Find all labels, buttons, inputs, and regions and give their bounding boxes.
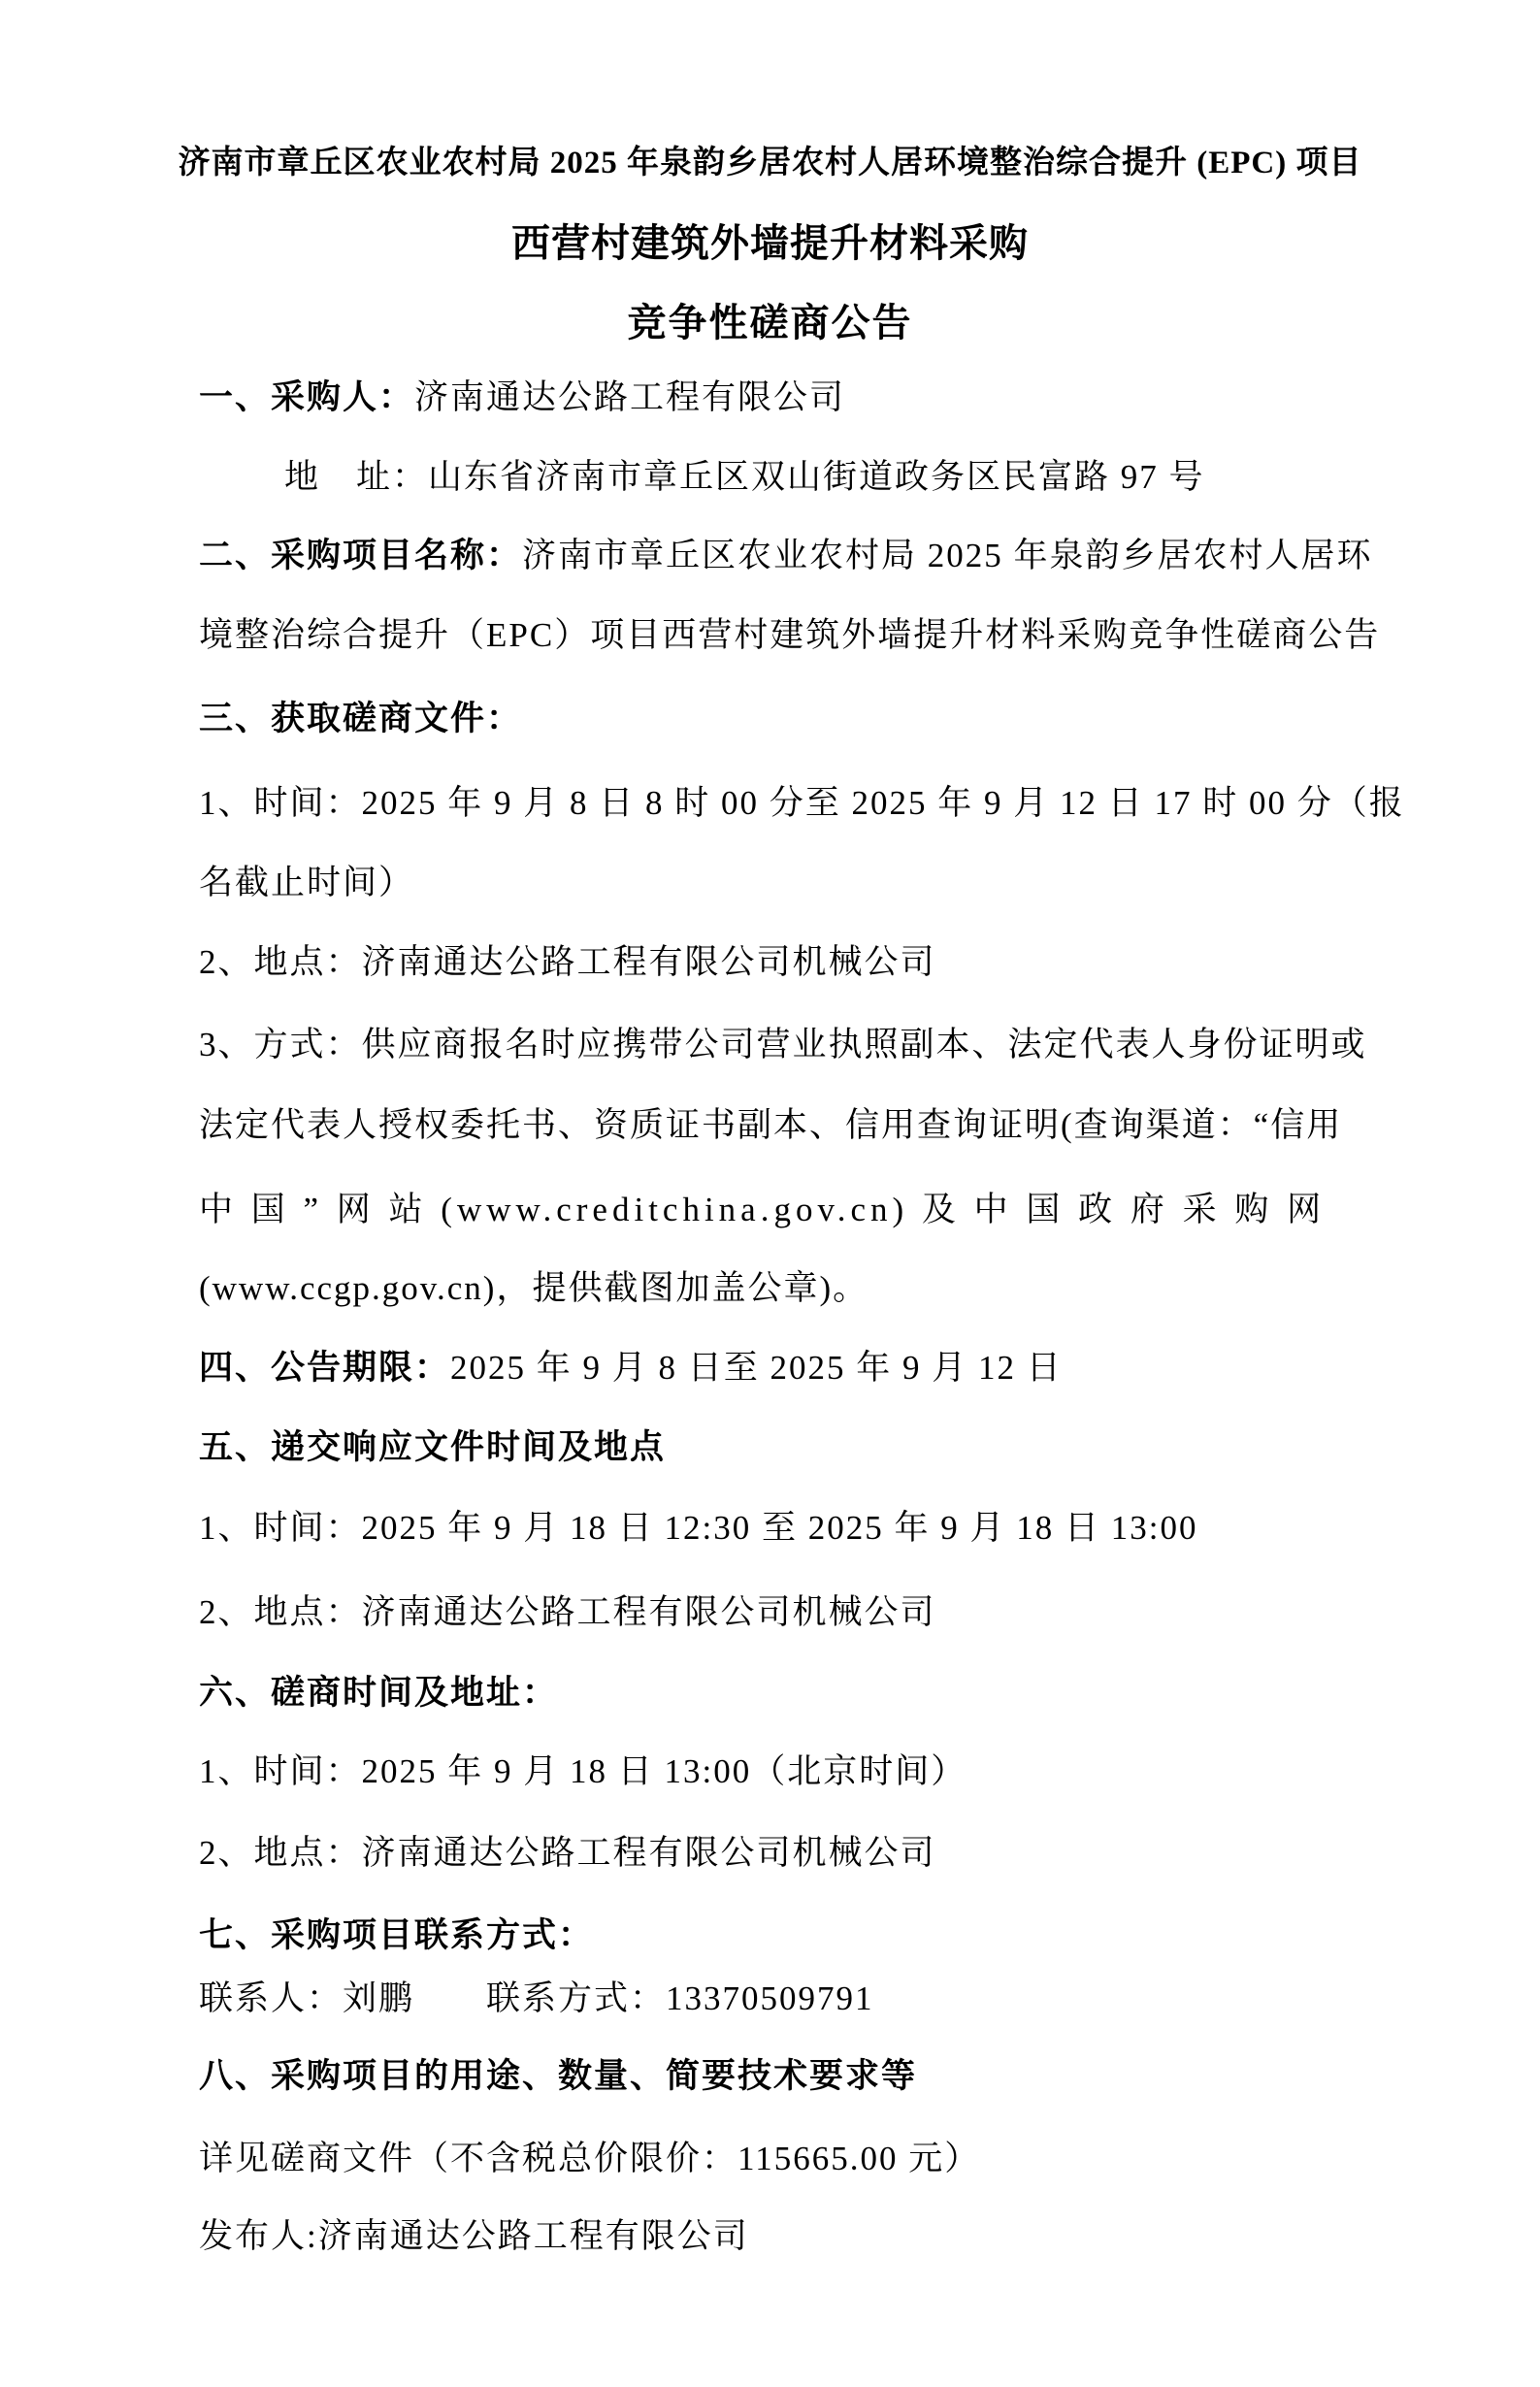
line-negotiation-time: [199, 1750, 967, 1792]
line-submission-location: [199, 1591, 936, 1633]
obtain-location-text: 2、地点：济南通达公路工程有限公司机械公司: [199, 943, 936, 981]
line-section-contact: [199, 1914, 594, 1956]
obtain-method-text-part1: 3、方式：供应商报名时应携带公司营业执照副本、法定代表人身份证明或: [199, 1026, 1367, 1063]
submission-time-text: 1、时间：2025 年 9 月 18 日 12:30 至 2025 年 9 月 18 日 13:00: [199, 1509, 1198, 1547]
line-project-name-part1: [199, 535, 1373, 576]
line-obtain-method-part4: [199, 1267, 868, 1309]
doc-title-line2: 西营村建筑外墙提升材料采购: [511, 221, 1029, 265]
line-section-requirements: [199, 2055, 917, 2097]
obtain-method-text-part4: (www.ccgp.gov.cn)，提供截图加盖公章)。: [199, 1269, 869, 1307]
line-requirements-detail: [199, 2138, 980, 2179]
line-section-negotiation: [199, 1672, 558, 1714]
requirements-detail-text: 详见磋商文件（不含税总价限价：115665.00 元）: [199, 2140, 981, 2177]
line-obtain-time-part2: [199, 862, 414, 903]
project-name-value-part2: 境整治综合提升（EPC）项目西营村建筑外墙提升材料采购竞争性磋商公告: [199, 616, 1381, 654]
doc-title-line3: 竞争性磋商公告: [627, 301, 913, 344]
line-obtain-time-part1: [199, 782, 1405, 824]
obtain-method-text-part2: 法定代表人授权委托书、资质证书副本、信用查询证明(查询渠道：“信用: [199, 1106, 1343, 1144]
contact-person-text: 联系人：刘鹏 联系方式：13370509791: [199, 1979, 874, 2017]
submission-location-text: 2、地点：济南通达公路工程有限公司机械公司: [199, 1593, 936, 1631]
section-negotiation-heading: 六、磋商时间及地址：: [199, 1674, 559, 1712]
line-contact-person: [199, 1978, 874, 2019]
line-section-obtain-documents: [199, 698, 522, 739]
doc-title-line1: 济南市章丘区农业农村局 2025 年泉韵乡居农村人居环境整治综合提升 (EPC) 项目: [178, 146, 1362, 180]
line-section-submission: [199, 1426, 666, 1468]
obtain-time-text-part2: 名截止时间）: [199, 864, 415, 901]
project-name-value-part1: 济南市章丘区农业农村局 2025 年泉韵乡居农村人居环: [522, 537, 1373, 574]
section-obtain-documents-heading: 三、获取磋商文件：: [199, 700, 523, 737]
publisher-text: 发布人:济南通达公路工程有限公司: [199, 2217, 749, 2255]
line-obtain-method-part3: [199, 1189, 1326, 1230]
negotiation-time-text: 1、时间：2025 年 9 月 18 日 13:00（北京时间）: [199, 1752, 967, 1790]
line-obtain-method-part2: [199, 1104, 1342, 1146]
line-project-name-part2: [199, 614, 1380, 656]
obtain-time-text-part1: 1、时间：2025 年 9 月 8 日 8 时 00 分至 2025 年 9 月 12 日 17 时 00 分（报: [199, 784, 1405, 822]
purchaser-label: 一、采购人：: [199, 378, 415, 416]
line-negotiation-location: [199, 1832, 936, 1874]
line-publisher: [199, 2215, 749, 2257]
line-obtain-method-part1: [199, 1024, 1367, 1065]
purchaser-value: 济南通达公路工程有限公司: [414, 378, 846, 416]
section-submission-heading: 五、递交响应文件时间及地点: [199, 1428, 667, 1466]
announcement-period-label: 四、公告期限：: [199, 1349, 451, 1387]
line-submission-time: [199, 1507, 1197, 1549]
section-requirements-heading: 八、采购项目的用途、数量、简要技术要求等: [199, 2057, 918, 2095]
line-obtain-location: [199, 941, 936, 983]
section-contact-heading: 七、采购项目联系方式：: [199, 1916, 595, 1954]
negotiation-location-text: 2、地点：济南通达公路工程有限公司机械公司: [199, 1834, 936, 1872]
purchaser-address-text: 地 址：山东省济南市章丘区双山街道政务区民富路 97 号: [284, 458, 1205, 496]
line-purchaser-address: [284, 456, 1205, 498]
line-announcement-period: [199, 1347, 1063, 1389]
line-purchaser: [199, 376, 845, 418]
project-name-label: 二、采购项目名称：: [199, 537, 523, 574]
obtain-method-text-part3: 中 国 ” 网 站 (www.creditchina.gov.cn) 及 中 国 政 府 采 购 网: [199, 1191, 1327, 1228]
announcement-period-value: 2025 年 9 月 8 日至 2025 年 9 月 12 日: [450, 1349, 1063, 1387]
